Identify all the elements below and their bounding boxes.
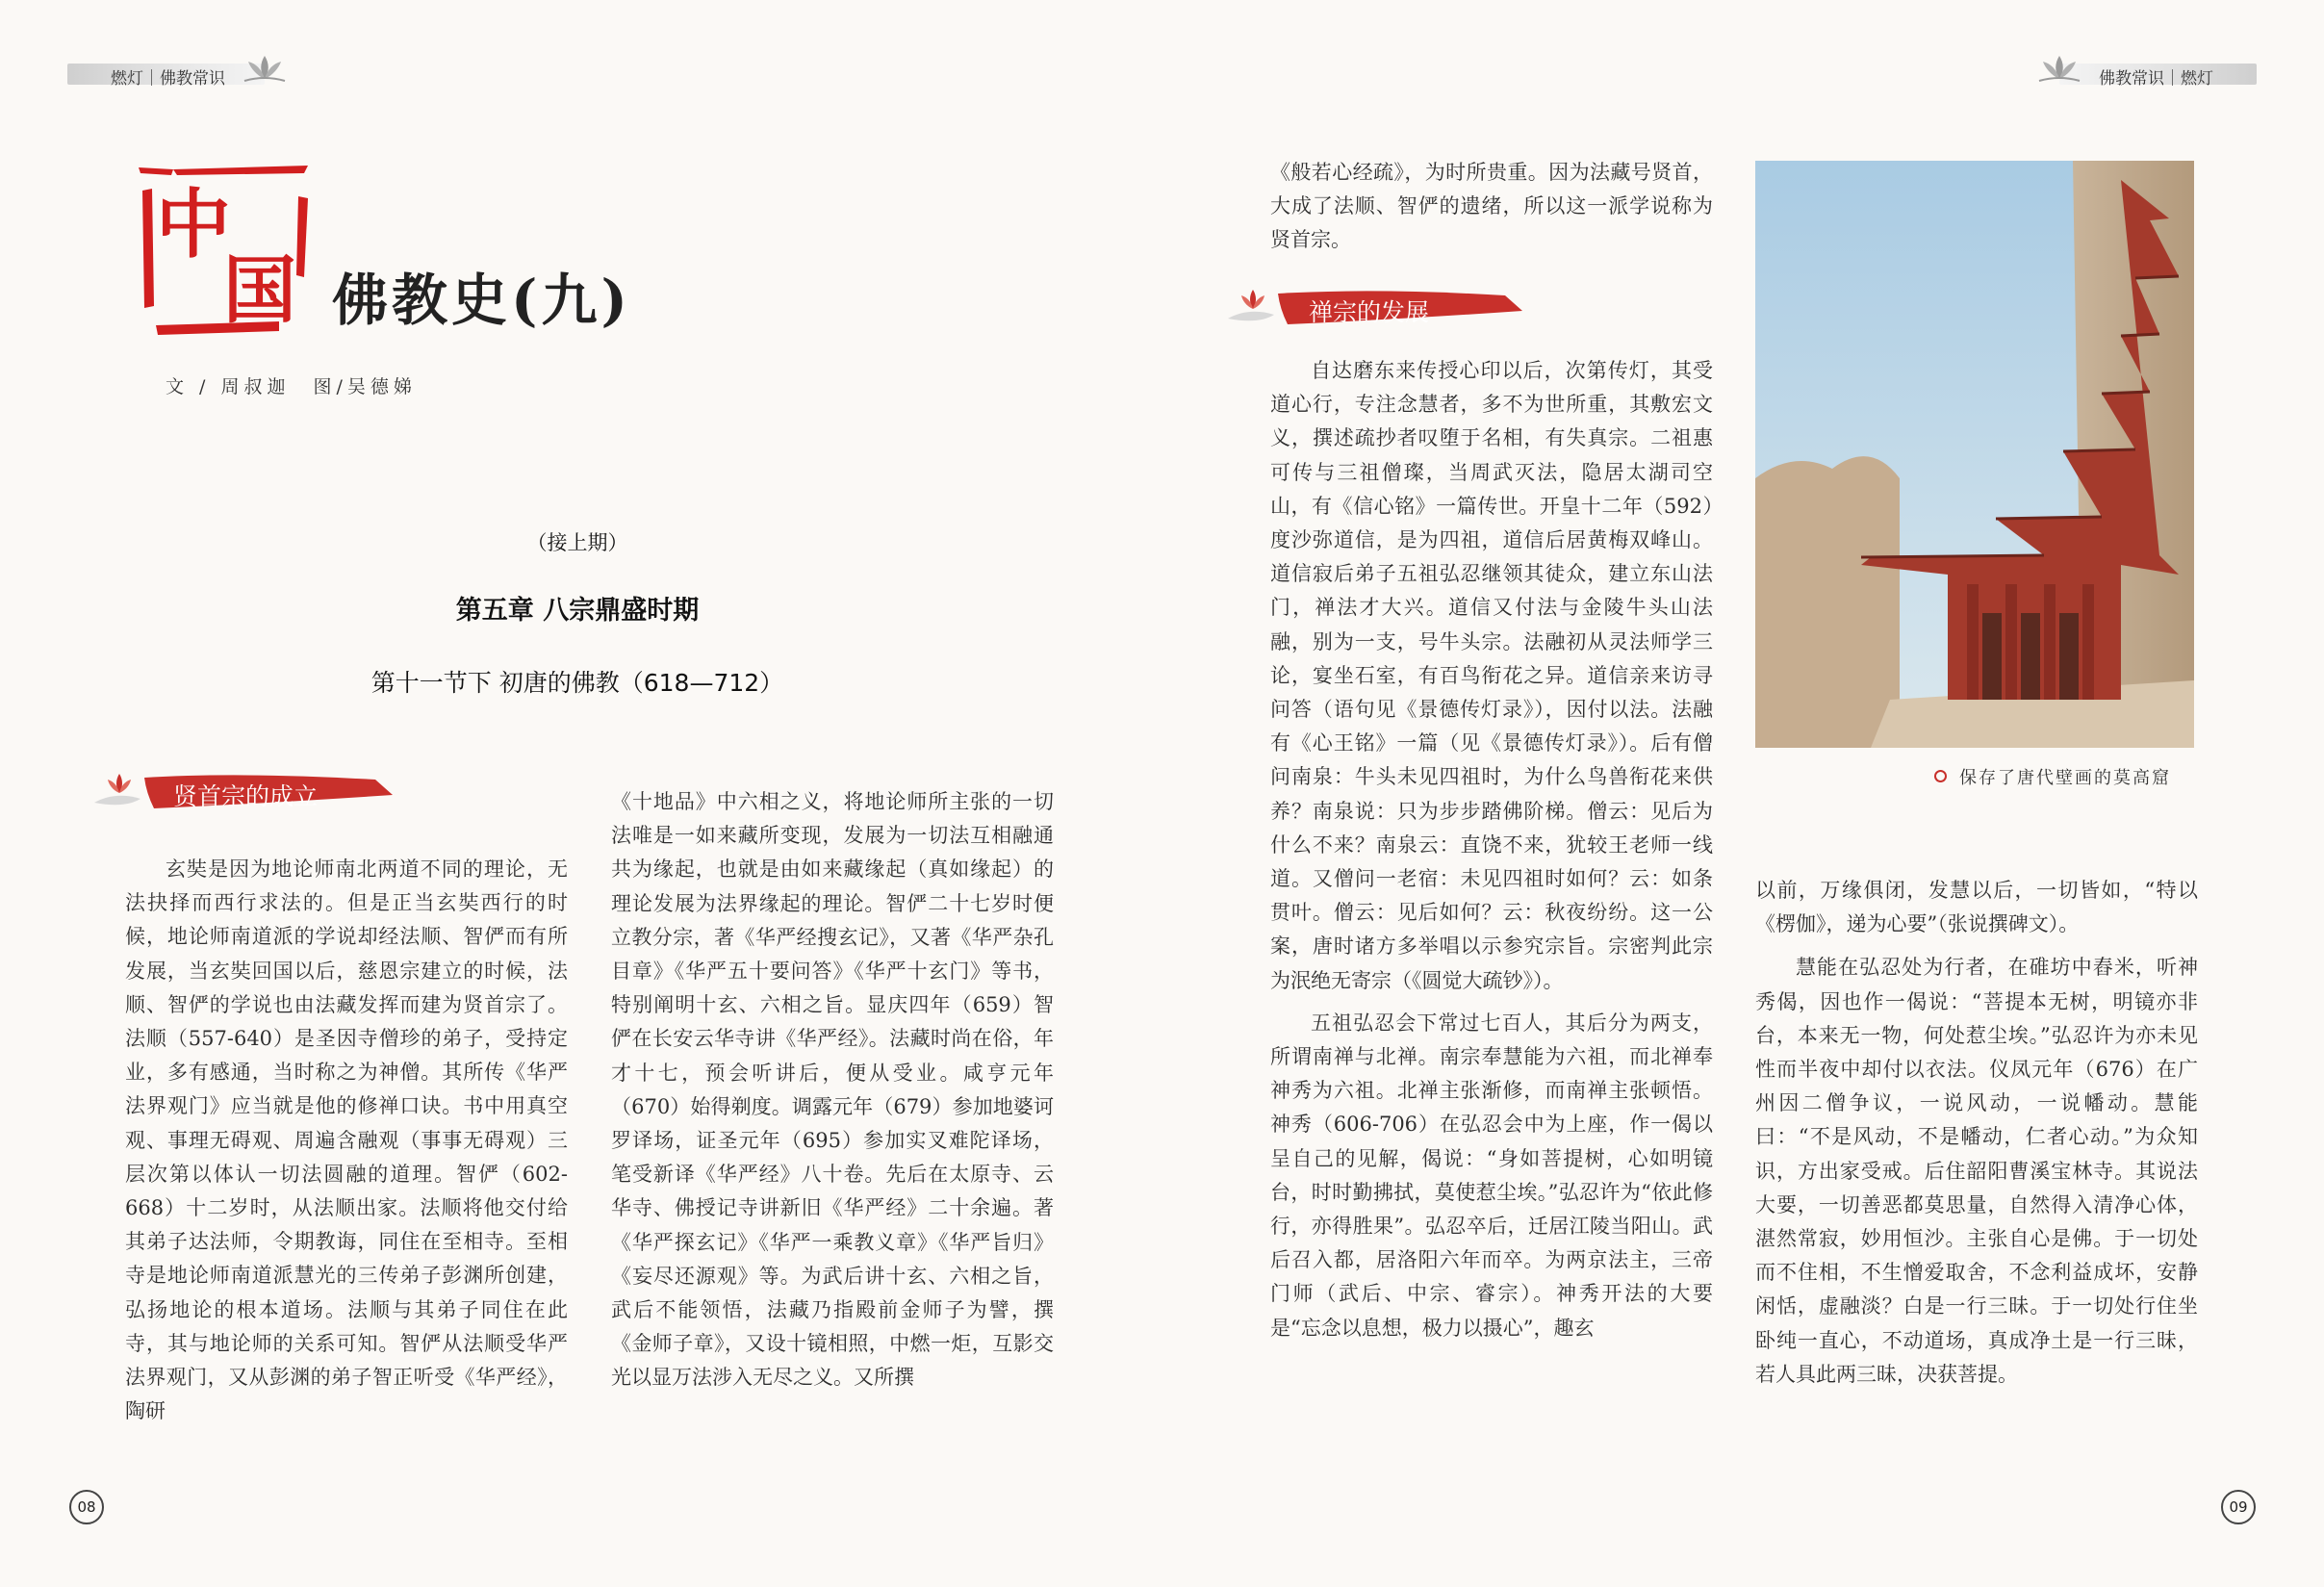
running-header-right (2026, 56, 2257, 90)
text-column-1 (125, 853, 568, 1428)
running-header-left (67, 56, 298, 90)
lotus-icon (239, 52, 291, 85)
header-text: 佛教常识｜燃灯 (2099, 69, 2213, 89)
text-column-3 (1270, 354, 1713, 1345)
page-number-left: 08 (69, 1490, 104, 1524)
text-column-2 (611, 785, 1054, 1395)
mogao-cave-photo (1755, 161, 2194, 748)
header-text: 燃灯｜佛教常识 (111, 69, 225, 89)
paragraph: 自达磨东来传授心印以后，次第传灯，其受道心行，专注念慧者，多不为世所重，其敷宏文义，撰述疏抄者叹堕于名相，有失真宗。二祖惠可传与三祖僧璨，当周武灭法，隐居太湖司空山，有《信心铭》一篇传世。开皇十二年（592）度沙弥道信，是为四祖，道信后居黄梅双峰山。道信寂后弟子五祖弘忍继领其徒众，建立东山法门，禅法才大兴。道信又付法与金陵牛头山法融，别为一支，号牛头宗。法融初从灵法师学三论，宴坐石室，有百鸟衔花之异。道信亲来访寻问答（语句见《景德传灯录》），因付以法。法融有《心王铭》一篇（见《景德传灯录》）。后有僧问南泉：牛头未见四祖时，为什么鸟兽衔花来供养？南泉说：只为步步踏佛阶梯。僧云：见后为什么不来？南泉云：直饶不来，犹较王老师一线道。又僧问一老宿：未见四祖时如何？云：如条贯叶。僧云：见后如何？云：秋夜纷纷。这一公案，唐时诸方多举唱以示参究宗旨。宗密判此宗为泯绝无寄宗（《圆觉大疏钞》）。 (1270, 359, 1713, 992)
section-ribbon (87, 770, 395, 814)
paragraph: 《十地品》中六相之义，将地论师所主张的一切法唯是一如来藏所变现，发展为一切法互相融通共为缘起，也就是由如来藏缘起（真如缘起）的理论发展为法界缘起的理论。智俨二十七岁时便立教分宗，著《华严经搜玄记》，又著《华严杂孔目章》《华严五十要问答》《华严十玄门》等书，特别阐明十玄、六相之旨。显庆四年（659）智俨在长安云华寺讲《华严经》。法藏时尚在俗，年才十七，预会听讲后，便从受业。咸亨元年（670）始得剃度。调露元年（679）参加地婆诃罗译场，证圣元年（695）参加实叉难陀译场，笔受新译《华严经》八十卷。先后在太原寺、云华寺、佛授记寺讲新旧《华严经》二十余遍。著《华严探玄记》《华严一乘教义章》《华严旨归》《妄尽还源观》等。为武后讲十玄、六相之旨，武后不能领悟，法藏乃指殿前金师子为譬，撰《金师子章》，又设十镜相照，中燃一炬，互影交光以显万法涉入无尽之义。又所撰 (611, 790, 1054, 1390)
paragraph: 慧能在弘忍处为行者，在碓坊中舂米，听神秀偈，因也作一偈说：“菩提本无树，明镜亦非台，本来无一物，何处惹尘埃。”弘忍许为亦未见性而半夜中却付以衣法。仪凤元年（676）在广州因二僧争议，一说风动，一说幡动。慧能曰：“不是风动，不是幡动，仁者心动。”为众知识，方出家受戒。后住韶阳曹溪宝林寺。其说法大要，一切善恶都莫思量，自然得入清净心体，湛然常寂，妙用恒沙。主张自心是佛。于一切处而不住相，不生憎爱取舍，不念利益成坏，安静闲恬，虚融淡？白是一行三昧。于一切处行住坐卧纯一直心，不动道场，真成净土是一行三昧，若人具此两三昧，决获菩提。 (1755, 956, 2198, 1386)
chapter-heading: 第五章 八宗鼎盛时期 (455, 596, 700, 626)
paragraph: 以前，万缘俱闭，发慧以后，一切皆如，“特以《楞伽》，递为心要”（张说撰碑文）。 (1755, 879, 2198, 936)
article-title: 佛教史(九) (332, 268, 631, 333)
caption-bullet-icon (1934, 770, 1947, 782)
section-heading: 第十一节下 初唐的佛教（618—712） (370, 669, 784, 697)
continued-note: （接上期） (526, 531, 628, 554)
title-seal (135, 162, 313, 337)
section-ribbon-title: 禅宗的发展 (1309, 298, 1430, 326)
section-ribbon-title: 贤首宗的成立 (173, 782, 319, 810)
photo-caption: 保存了唐代壁画的莫高窟 (1959, 768, 2171, 788)
text-column-3-top (1270, 156, 1713, 258)
text-column-4 (1755, 874, 2198, 1392)
lotus-icon (2033, 52, 2085, 85)
paragraph: 玄奘是因为地论师南北两道不同的理论，无法抉择而西行求法的。但是正当玄奘西行的时候，地论师南道派的学说却经法顺、智俨而有所发展，当玄奘回国以后，慈恩宗建立的时候，法顺、智俨的学说也由法藏发挥而建为贤首宗了。法顺（557-640）是圣因寺僧珍的弟子，受持定业，多有感通，当时称之为神僧。其所传《华严法界观门》应当就是他的修禅口诀。书中用真空观、事理无碍观、周遍含融观（事事无碍观）三层次第以体认一切法圆融的道理。智俨（602-668）十二岁时，从法顺出家。法顺将他交付给其弟子达法师，令期教诲，同住在至相寺。至相寺是地论师南道派慧光的三传弟子彭渊所创建，弘扬地论的根本道场。法顺与其弟子同住在此寺，其与地论师的关系可知。智俨从法顺受华严法界观门，又从彭渊的弟子智正听受《华严经》，陶研 (125, 857, 568, 1423)
seal-character: 中 (156, 181, 232, 269)
seal-character: 国 (223, 247, 296, 333)
byline: 文 / 周叔迦 图/吴德娣 (166, 376, 417, 397)
paragraph: 五祖弘忍会下常过七百人，其后分为两支，所谓南禅与北禅。南宗奉慧能为六祖，而北禅奉神秀为六祖。北禅主张渐修，而南禅主张顿悟。神秀（606-706）在弘忍会中为上座，作一偈以呈自己的见解，偈说：“身如菩提树，心如明镜台，时时勤拂拭，莫使惹尘埃。”弘忍许为“依此修行，亦得胜果”。弘忍卒后，迁居江陵当阳山。武后召入都，居洛阳六年而卒。为两京法主，三帝门师（武后、中宗、睿宗）。神秀开法的大要是“忘念以息想，极力以摄心”，趣玄 (1270, 1011, 1713, 1340)
paragraph: 《般若心经疏》，为时所贵重。因为法藏号贤首，大成了法顺、智俨的遗绪，所以这一派学说称为贤首宗。 (1270, 161, 1713, 252)
section-ribbon (1220, 286, 1523, 330)
page-number-right: 09 (2221, 1490, 2256, 1524)
